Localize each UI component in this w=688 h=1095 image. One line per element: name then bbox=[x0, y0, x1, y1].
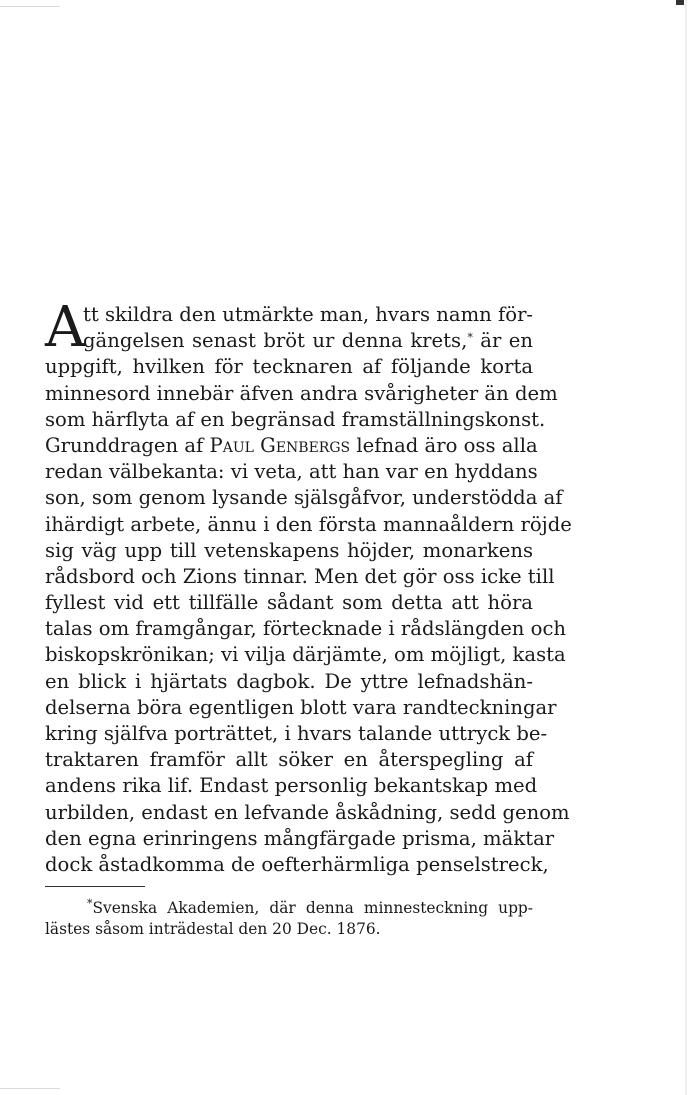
scan-edge-mark-corner bbox=[676, 0, 684, 5]
text-line: Grunddragen af Paul Genbergs lefnad äro oss alla bbox=[45, 433, 538, 457]
text-line: ihärdigt arbete, ännu i den första mannaåldern röjde bbox=[45, 512, 572, 536]
footnote bbox=[45, 898, 533, 940]
text-line: som härflyta af en begränsad framställningskonst. bbox=[45, 407, 546, 431]
text-line: redan välbekanta: vi veta, att han var en hyddans bbox=[45, 460, 538, 484]
text-line: en blick i hjärtats dagbok. De yttre lefnadshän- bbox=[45, 669, 533, 693]
footnote-rule bbox=[45, 886, 145, 887]
text-line: gängelsen senast bröt ur denna krets,* är en bbox=[83, 329, 533, 353]
dropcap: A bbox=[45, 295, 86, 360]
text-line: den egna erinringens mångfärgade prisma, mäktar bbox=[45, 826, 555, 850]
text-line: son, som genom lysande själsgåfvor, understödda af bbox=[45, 486, 563, 510]
scan-edge-mark-right bbox=[685, 0, 687, 1095]
text-line: traktaren framför allt söker en återspegling af bbox=[45, 748, 533, 772]
text-line: andens rika lif. Endast personlig bekantskap med bbox=[45, 774, 538, 798]
text-line: minnesord innebär äfven andra svårigheter än dem bbox=[45, 381, 558, 405]
text-line: talas om framgångar, förtecknade i rådslängden och bbox=[45, 617, 567, 641]
footnote-line: lästes såsom inträdestal den 20 Dec. 1876. bbox=[45, 920, 381, 938]
text-line: urbilden, endast en lefvande åskådning, sedd genom bbox=[45, 800, 570, 824]
text-line: sig väg upp till vetenskapens höjder, monarkens bbox=[45, 538, 533, 562]
text-line: dock åstadkomma de oefterhärmliga penselstreck, bbox=[45, 852, 549, 876]
scan-edge-mark-top bbox=[0, 6, 60, 7]
body-text bbox=[45, 295, 572, 878]
text-line: uppgift, hvilken för tecknaren af följande korta bbox=[45, 355, 533, 379]
footnote-line: *Svenska Akademien, där denna minnesteckning upp- bbox=[87, 897, 533, 917]
scan-edge-mark-bottom bbox=[0, 1088, 60, 1089]
text-line: kring själfva porträttet, i hvars talande uttryck be- bbox=[45, 722, 548, 745]
text-line: delserna böra egentligen blott vara randteckningar bbox=[45, 695, 557, 719]
text-line: rådsbord och Zions tinnar. Men det gör oss icke till bbox=[45, 564, 555, 588]
text-line: fyllest vid ett tillfälle sådant som detta att höra bbox=[45, 591, 533, 615]
footnote-mark: * bbox=[87, 897, 93, 910]
text-line: tt skildra den utmärkte man, hvars namn för- bbox=[83, 303, 534, 326]
person-name: Paul Genbergs bbox=[209, 433, 351, 457]
footnote-reference: * bbox=[467, 331, 473, 345]
text-line: biskopskrönikan; vi vilja därjämte, om möjligt, kasta bbox=[45, 643, 566, 667]
